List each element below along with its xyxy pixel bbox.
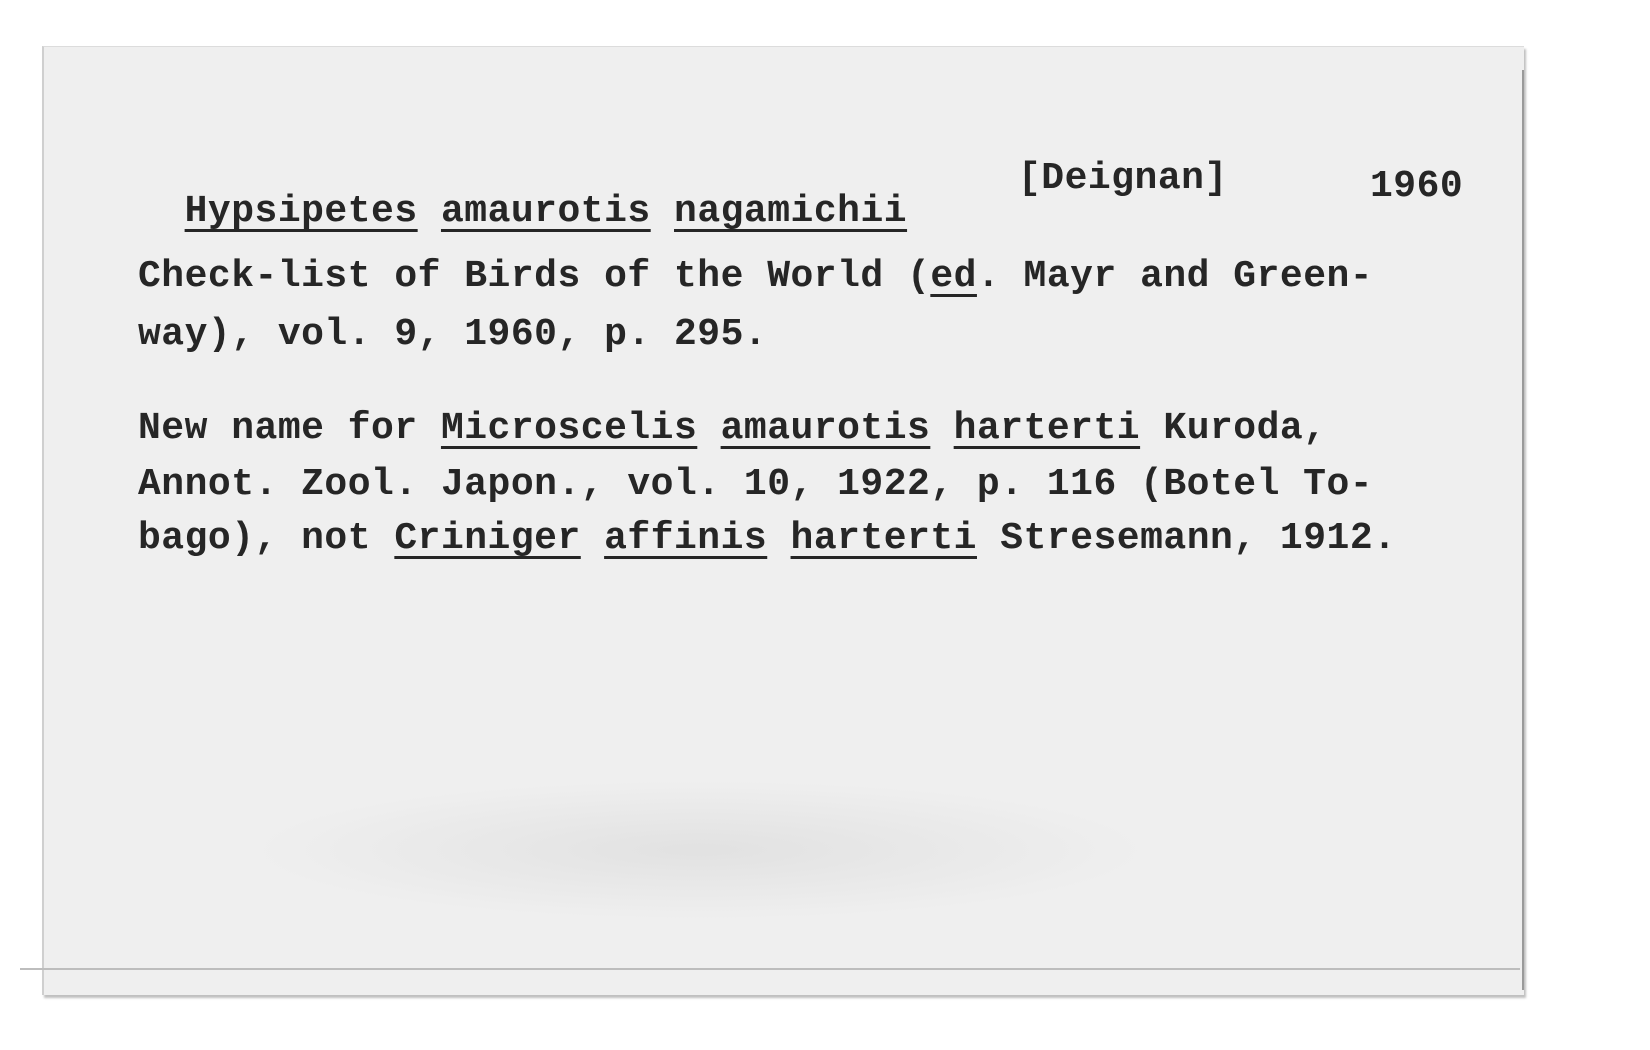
- card-right-edge: [1522, 70, 1524, 990]
- editor-abbrev: ed: [930, 255, 977, 298]
- subspecies-name: nagamichii: [674, 190, 908, 233]
- year: 1960: [1370, 165, 1464, 208]
- homonym-subspecies: harterti: [790, 517, 977, 560]
- note-line-2: Annot. Zool. Japon., vol. 10, 1922, p. 116 (Botel To-: [138, 463, 1374, 506]
- note-text: New name for: [138, 407, 441, 450]
- note-line-1: [138, 407, 1327, 450]
- note-text-3: bago), not: [138, 517, 395, 560]
- synonym-subspecies: harterti: [953, 407, 1141, 450]
- card-edge-shadow: [20, 968, 1520, 970]
- synonym-author: Kuroda,: [1140, 407, 1327, 450]
- note-line-3: [138, 517, 1397, 560]
- homonym-author: Stresemann, 1912.: [976, 517, 1397, 560]
- citation-text: Check-list of Birds of the World (: [138, 255, 931, 298]
- homonym-genus: Criniger: [394, 517, 581, 560]
- author-name: [Deignan]: [1018, 157, 1228, 200]
- taxon-name: [138, 155, 907, 231]
- genus-name: Hypsipetes: [184, 190, 418, 233]
- synonym-species: amaurotis: [720, 407, 931, 450]
- homonym-species: affinis: [604, 517, 768, 560]
- paper-smudge: [250, 780, 1150, 920]
- species-name: amaurotis: [440, 190, 651, 233]
- citation-text-cont: . Mayr and Green-: [976, 255, 1374, 298]
- citation-line-2: way), vol. 9, 1960, p. 295.: [138, 313, 768, 356]
- synonym-genus: Microscelis: [440, 407, 698, 450]
- citation-line-1: [138, 255, 1374, 298]
